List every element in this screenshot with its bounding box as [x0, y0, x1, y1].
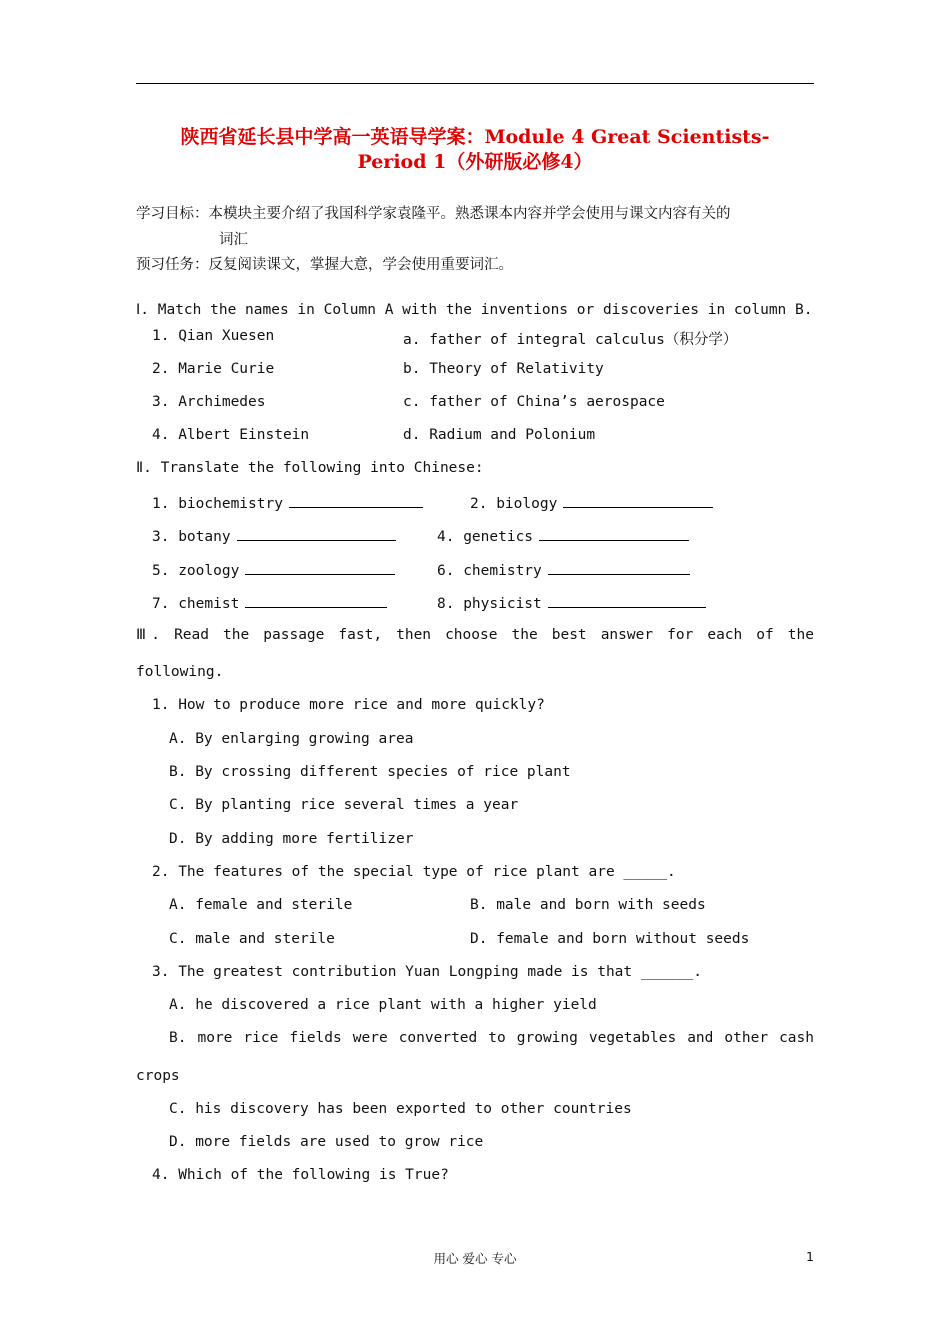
translate-item	[437, 561, 690, 579]
match-item-a4: 4. Albert Einstein	[152, 427, 310, 443]
answer-blank[interactable]	[548, 594, 706, 608]
translate-word: 6. chemistry	[437, 563, 542, 579]
section-3-heading-cont: following.	[136, 664, 224, 680]
q3-option-d: D. more fields are used to grow rice	[169, 1134, 484, 1150]
answer-blank[interactable]	[539, 527, 689, 541]
question-2: 2. The features of the special type of rice plant are _____.	[152, 864, 676, 880]
answer-blank[interactable]	[237, 527, 396, 541]
q3-option-b-cont: crops	[136, 1068, 180, 1084]
match-item-b4: d. Radium and Polonium	[403, 427, 596, 443]
answer-blank[interactable]	[245, 561, 395, 575]
q3-option-c: C. his discovery has been exported to other countries	[169, 1101, 632, 1117]
translate-item	[152, 494, 423, 512]
question-1: 1. How to produce more rice and more quickly?	[152, 697, 545, 713]
page-number: 1	[806, 1249, 814, 1264]
translate-item	[152, 594, 387, 612]
q2-option-b: B. male and born with seeds	[470, 897, 706, 913]
footer-text: 用心 爱心 专心	[433, 1251, 517, 1266]
translate-word: 4. genetics	[437, 529, 534, 545]
answer-blank[interactable]	[548, 561, 690, 575]
question-3: 3. The greatest contribution Yuan Longping made is that ______.	[152, 964, 702, 980]
question-4: 4. Which of the following is True?	[152, 1167, 449, 1183]
translate-item	[470, 494, 713, 512]
task-label: 预习任务：	[136, 257, 209, 273]
title-line-2: Period 1（外研版必修4）	[357, 151, 593, 173]
answer-blank[interactable]	[245, 594, 387, 608]
translate-word: 8. physicist	[437, 596, 542, 612]
objective-label: 学习目标：	[136, 206, 209, 222]
section-3-heading: Ⅲ. Read the passage fast, then choose the best answer for each of the	[136, 627, 814, 643]
translate-item	[437, 594, 706, 612]
translate-word: 5. zoology	[152, 563, 240, 579]
q1-option-d: D. By adding more fertilizer	[169, 831, 414, 847]
q3-option-b: B. more rice fields were converted to growing vegetables and other cash	[169, 1030, 814, 1046]
q2-option-c: C. male and sterile	[169, 931, 335, 947]
answer-blank[interactable]	[289, 494, 423, 508]
document-title	[120, 125, 830, 175]
translate-word: 1. biochemistry	[152, 496, 283, 512]
q2-option-a: A. female and sterile	[169, 897, 353, 913]
translate-word: 7. chemist	[152, 596, 240, 612]
objective-text-cont: 词汇	[219, 232, 248, 248]
q3-option-a: A. he discovered a rice plant with a higher yield	[169, 997, 597, 1013]
q1-option-c: C. By planting rice several times a year	[169, 797, 519, 813]
translate-word: 2. biology	[470, 496, 558, 512]
match-item-b3: c. father of China’s aerospace	[403, 394, 665, 410]
header-rule	[136, 83, 814, 84]
q2-option-d: D. female and born without seeds	[470, 931, 750, 947]
task-text: 反复阅读课文，掌握大意，学会使用重要词汇。	[208, 257, 513, 273]
objective-text: 本模块主要介绍了我国科学家袁隆平。熟悉课本内容并学会使用与课文内容有关的	[208, 206, 731, 222]
translate-item	[437, 527, 689, 545]
match-item-a1: 1. Qian Xuesen	[152, 328, 275, 344]
learning-objective	[136, 202, 731, 223]
section-1-heading: Ⅰ. Match the names in Column A with the inventions or discoveries in column B.	[136, 302, 813, 318]
translate-word: 3. botany	[152, 529, 231, 545]
q1-option-b: B. By crossing different species of rice plant	[169, 764, 571, 780]
match-item-a3: 3. Archimedes	[152, 394, 266, 410]
answer-blank[interactable]	[563, 494, 713, 508]
title-line-1: 陕西省延长县中学高一英语导学案：Module 4 Great Scientists-	[180, 126, 770, 148]
section-2-heading: Ⅱ. Translate the following into Chinese:	[136, 460, 484, 476]
translate-item	[152, 527, 396, 545]
translate-item	[152, 561, 395, 579]
match-item-b2: b. Theory of Relativity	[403, 361, 604, 377]
q1-option-a: A. By enlarging growing area	[169, 731, 414, 747]
preview-task	[136, 253, 513, 274]
match-item-b1: a. father of integral calculus（积分学）	[403, 332, 738, 348]
match-item-a2: 2. Marie Curie	[152, 361, 275, 377]
